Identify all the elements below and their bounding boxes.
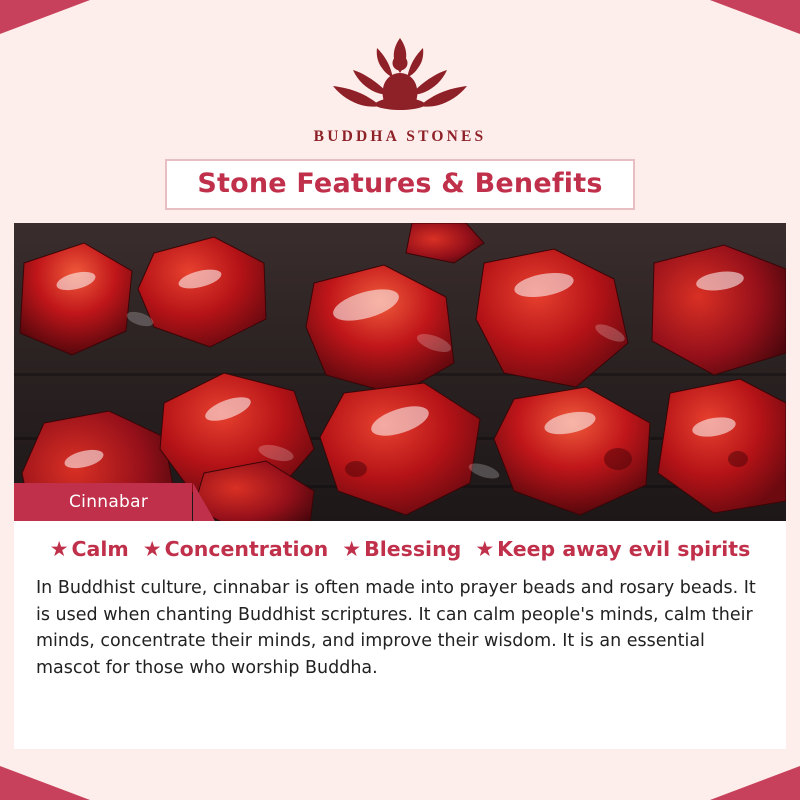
title-banner xyxy=(165,159,635,210)
poster-inner xyxy=(14,14,786,786)
benefit-label: Calm xyxy=(71,537,129,561)
benefit-item xyxy=(342,537,461,561)
corner-decoration-bottom-left xyxy=(0,766,90,800)
corner-decoration-top-right xyxy=(710,0,800,34)
star-icon: ★ xyxy=(142,537,162,561)
benefit-label: Blessing xyxy=(364,537,462,561)
stone-name: Cinnabar xyxy=(69,492,149,512)
page-title: Stone Features & Benefits xyxy=(197,168,603,199)
benefit-item xyxy=(50,537,129,561)
brand-header xyxy=(14,14,786,146)
benefits-row xyxy=(36,537,764,561)
benefit-label: Keep away evil spirits xyxy=(497,537,751,561)
brand-name: BUDDHA STONES xyxy=(313,128,487,145)
stone-photo xyxy=(14,223,786,521)
benefit-item xyxy=(475,537,750,561)
description-text: In Buddhist culture, cinnabar is often made into prayer beads and rosary beads. It is used when chanting Buddhist scriptures. It can calm people's minds, calm their minds, concentrate their minds, and improve their wisdom. It is an essential mascot for those who worship Buddha. xyxy=(36,578,756,678)
benefit-label: Concentration xyxy=(164,537,329,561)
star-icon: ★ xyxy=(475,537,495,561)
lotus-meditation-icon xyxy=(14,30,786,122)
benefit-item xyxy=(143,537,328,561)
corner-decoration-bottom-right xyxy=(710,766,800,800)
stone-name-tag xyxy=(14,483,192,521)
benefits-block xyxy=(14,521,786,749)
star-icon: ★ xyxy=(49,537,69,561)
corner-decoration-top-left xyxy=(0,0,90,34)
star-icon: ★ xyxy=(342,537,362,561)
